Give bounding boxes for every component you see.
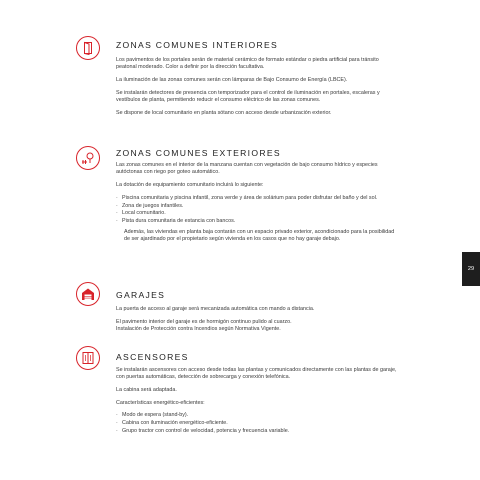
section-title-interiores: ZONAS COMUNES INTERIORES <box>116 40 279 50</box>
paragraph: La puerta de acceso al garaje será mecanizada automática con mando a distancia. <box>116 306 315 312</box>
list-item: · Cabina con iluminación energético-eficiente. <box>116 420 398 427</box>
section-title-ascensores: ASCENSORES <box>116 352 189 362</box>
door-icon <box>76 36 100 60</box>
list-item: · Local comunitario. <box>116 210 398 217</box>
amenities-list <box>116 195 398 226</box>
paragraph: Se instalarán detectores de presencia con temporizador para el control de iluminación en portales, escaleras y vestíbulos de planta, permitiendo reducir el consumo eléctrico de las zonas comunes. <box>116 89 380 103</box>
section-body-ascensores <box>116 367 398 438</box>
paragraph: La iluminación de las zonas comunes serán con lámparas de Bajo Consumo de Energía (LBCE). <box>116 77 348 83</box>
paragraph: Instalación de Protección contra Incendios según Normativa Vigente. <box>116 326 281 332</box>
list-item: · Pista dura comunitaria de estancia con bancos. <box>116 218 398 225</box>
paragraph: Se instalarán ascensores con acceso desde todas las plantas y comunicados directamente con las plantas de garaje, con puertas automáticas, detección de sobrecarga y conexión telefónica. <box>116 367 397 381</box>
list-item: · Zona de juegos infantiles. <box>116 203 398 210</box>
paragraph: Se dispone de local comunitario en planta sótano con acceso desde urbanización exterior. <box>116 109 332 116</box>
paragraph: Los pavimentos de los portales serán de material cerámico de formato estándar o piedra artificial para tránsito peatonal moderado. Color a definir por la dirección facultativa. <box>116 57 379 71</box>
list-item: · Grupo tractor con control de velocidad, potencia y frecuencia variable. <box>116 428 398 435</box>
elevator-icon <box>76 346 100 370</box>
page-number: 29 <box>467 266 475 272</box>
paragraph: La dotación de equipamiento comunitario incluirá lo siguiente: <box>116 182 264 188</box>
paragraph: Las zonas comunes en el interior de la manzana cuentan con vegetación de bajo consumo hídrico y especies autóctonas con riego por goteo automático. <box>116 162 378 176</box>
paragraph: La cabina será adaptada. <box>116 387 177 393</box>
paragraph: Características energético-eficientes: <box>116 399 205 406</box>
list-item: · Piscina comunitaria y piscina infantil, zona verde y área de solárium para poder disfrutar del baño y del sol. <box>116 195 398 202</box>
section-body-interiores <box>116 57 398 122</box>
garage-icon <box>76 282 100 306</box>
section-title-garajes: GARAJES <box>116 290 166 300</box>
section-body-garajes <box>116 306 398 339</box>
paragraph-note: Además, las viviendas en planta baja contarán con un espacio privado exterior, acondicionado para la posibilidad de ser ajardinado por el propietario según vivienda en los casos que no hay garaje debajo. <box>124 228 395 243</box>
paragraph: El pavimento interior del garaje es de hormigón continuo pulido al cuarzo. <box>116 318 292 325</box>
section-body-exteriores <box>116 162 398 249</box>
section-title-exteriores: ZONAS COMUNES EXTERIORES <box>116 148 281 158</box>
tree-fence-icon <box>76 146 100 170</box>
list-item: · Modo de espera (stand-by). <box>116 412 398 419</box>
page-number-tab <box>462 252 480 286</box>
features-list <box>116 412 398 435</box>
